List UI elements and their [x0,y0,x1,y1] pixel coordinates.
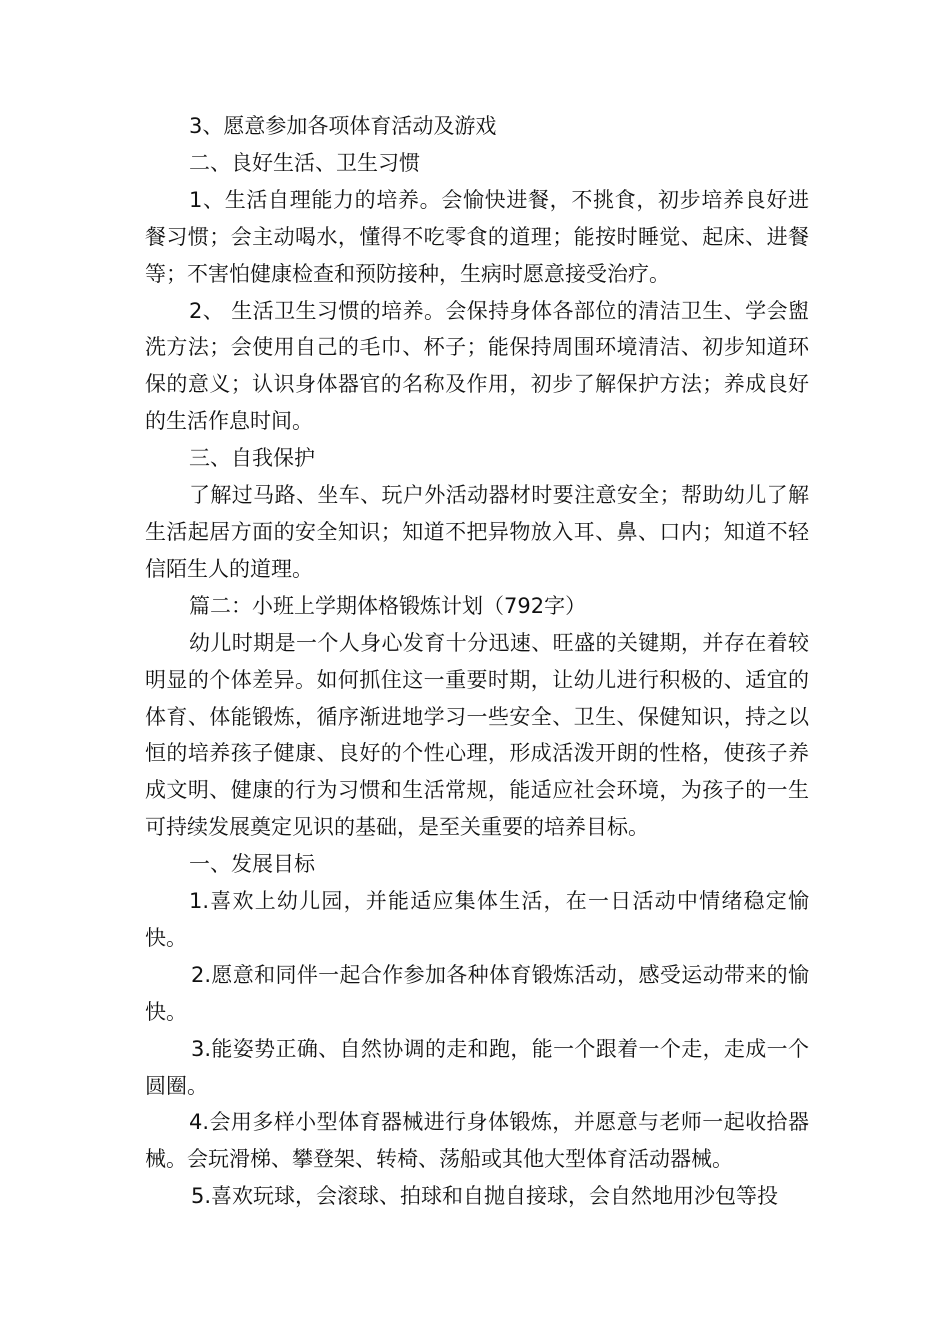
section-heading-goals: 一、发展目标 [189,852,315,877]
section-heading-self-protection: 三、自我保护 [189,446,315,471]
goal-item-4: 4.会用多样小型体育器械进行身体锻炼，并愿意与老师一起收拾器械。会玩滑梯、攀登架、转椅、荡船或其他大型体育活动器械。 [145,1110,809,1172]
paragraph-intro: 幼儿时期是一个人身心发育十分迅速、旺盛的关键期，并存在着较明显的个体差异。如何抓住这一重要时期，让幼儿进行积极的、适宜的体育、体能锻炼，循序渐进地学习一些安全、卫生、保健知识，持之以恒的培养孩子健康、良好的个性心理，形成活泼开朗的性格，使孩子养成文明、健康的行为习惯和生活常规，能适应社会环境，为孩子的一生可持续发展奠定见识的基础，是至关重要的培养目标。 [145,630,809,840]
goal-item-1: 1.喜欢上幼儿园，并能适应集体生活，在一日活动中情绪稳定愉快。 [145,889,809,950]
goal-item-2: 2.愿意和同伴一起合作参加各种体育锻炼活动，感受运动带来的愉快。 [145,962,809,1024]
article-title: 篇二：小班上学期体格锻炼计划（792字） [189,593,587,618]
goal-item-5: 5.喜欢玩球，会滚球、拍球和自抛自接球，会自然地用沙包等投 [191,1184,779,1209]
paragraph-item-3: 3、愿意参加各项体育活动及游戏 [189,114,497,138]
section-heading-hygiene: 二、良好生活、卫生习惯 [189,150,420,175]
paragraph-hygiene-habits: 2、 生活卫生习惯的培养。会保持身体各部位的清洁卫生、学会盥洗方法；会使用自己的毛巾、杯子；能保持周围环境清洁、初步知道环保的意义；认识身体器官的名称及作用，初步了解保护方法；养成良好的生活作息时间。 [145,298,809,434]
paragraph-safety: 了解过马路、坐车、玩户外活动器材时要注意安全；帮助幼儿了解生活起居方面的安全知识；知道不把异物放入耳、鼻、口内；知道不轻信陌生人的道理。 [145,483,809,581]
goal-item-3: 3.能姿势正确、自然协调的走和跑，能一个跟着一个走，走成一个圆圈。 [145,1036,809,1098]
document-body [145,108,809,1215]
paragraph-self-care: 1、生活自理能力的培养。会愉快进餐，不挑食，初步培养良好进餐习惯；会主动喝水，懂得不吃零食的道理；能按时睡觉、起床、进餐等；不害怕健康检查和预防接种，生病时愿意接受治疗。 [145,187,809,286]
